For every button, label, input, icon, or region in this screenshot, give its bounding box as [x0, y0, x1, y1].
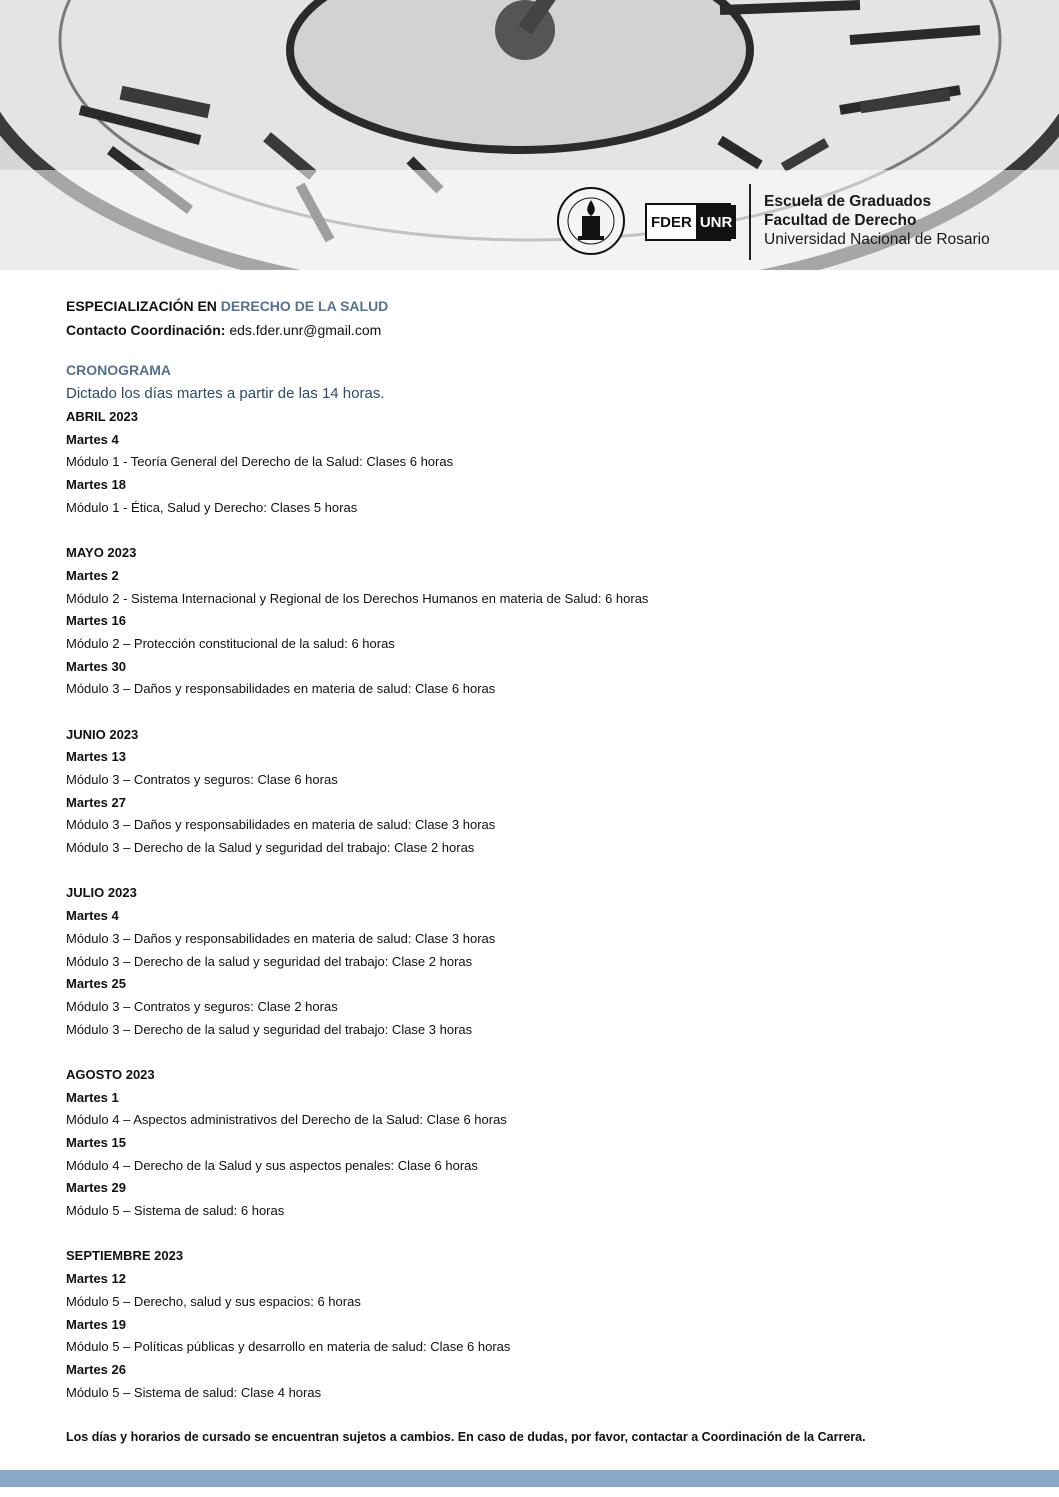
institution-name: [764, 192, 990, 249]
module-entry: Módulo 5 – Derecho, salud y sus espacios: 6 horas: [66, 1293, 361, 1309]
class-day: Martes 16: [66, 613, 126, 629]
module-entry: Módulo 3 – Derecho de la salud y seguridad del trabajo: Clase 3 horas: [66, 1021, 473, 1037]
module-entry: Módulo 2 – Protección constitucional de la salud: 6 horas: [66, 635, 395, 651]
module-entry: Módulo 3 – Daños y responsabilidades en materia de salud: Clase 3 horas: [66, 930, 496, 946]
module-entry: Módulo 1 - Ética, Salud y Derecho: Clases 5 horas: [66, 499, 358, 515]
class-day: Martes 4: [66, 431, 119, 447]
institution-line-3: Universidad Nacional de Rosario: [764, 231, 990, 248]
logo-unr-text: UNR: [696, 205, 737, 239]
contact-label: Contacto Coordinación:: [66, 322, 226, 338]
month-heading: AGOSTO 2023: [66, 1066, 155, 1082]
month-spacer: [66, 701, 1006, 724]
document-body: [66, 294, 1006, 1404]
contact-line: [66, 318, 1006, 342]
university-seal-icon: [556, 186, 626, 256]
class-day: Martes 12: [66, 1271, 126, 1287]
module-entry: Módulo 3 – Contratos y seguros: Clase 6 horas: [66, 772, 338, 787]
schedule-list: [66, 406, 1006, 1404]
class-day: Martes 18: [66, 477, 126, 493]
logo-divider: [749, 184, 751, 260]
module-entry: Módulo 3 – Daños y responsabilidades en materia de salud: Clase 6 horas: [66, 681, 496, 697]
class-day: Martes 29: [66, 1180, 126, 1196]
month-heading: ABRIL 2023: [66, 409, 139, 424]
program-name: DERECHO DE LA SALUD: [220, 298, 389, 314]
month-heading: SEPTIEMBRE 2023: [66, 1248, 184, 1264]
class-day: Martes 15: [66, 1135, 126, 1150]
class-day: Martes 13: [66, 749, 126, 765]
module-entry: Módulo 5 – Sistema de salud: 6 horas: [66, 1203, 285, 1219]
contact-email: eds.fder.unr@gmail.com: [225, 322, 382, 338]
schedule-title: CRONOGRAMA: [66, 362, 171, 378]
module-entry: Módulo 3 – Derecho de la Salud y seguridad del trabajo: Clase 2 horas: [66, 840, 475, 856]
class-day: Martes 19: [66, 1316, 126, 1332]
class-day: Martes 1: [66, 1089, 119, 1105]
institution-line-2: Facultad de Derecho: [764, 212, 917, 229]
logo-fder-text: FDER: [647, 205, 696, 239]
module-entry: Módulo 3 – Derecho de la salud y seguridad del trabajo: Clase 2 horas: [66, 953, 473, 969]
header-banner: [0, 0, 1059, 270]
month-spacer: [66, 1041, 1006, 1064]
program-title: [66, 294, 1006, 318]
month-spacer: [66, 860, 1006, 883]
schedule-subtitle: Dictado los días martes a partir de las 14 horas.: [66, 385, 385, 402]
class-day: Martes 26: [66, 1361, 126, 1377]
footer-note: Los días y horarios de cursado se encuentran sujetos a cambios. En caso de dudas, por favor, contactar a Coordinación de la Carrera.: [66, 1430, 866, 1444]
module-entry: Módulo 5 – Sistema de salud: Clase 4 horas: [66, 1384, 322, 1400]
month-spacer: [66, 519, 1006, 542]
month-heading: JUNIO 2023: [66, 726, 139, 742]
module-entry: Módulo 2 - Sistema Internacional y Regional de los Derechos Humanos en materia de Salud: 6 horas: [66, 590, 649, 606]
class-day: Martes 4: [66, 908, 119, 924]
class-day: Martes 25: [66, 976, 126, 992]
module-entry: Módulo 4 – Aspectos administrativos del Derecho de la Salud: Clase 6 horas: [66, 1112, 507, 1128]
module-entry: Módulo 3 – Contratos y seguros: Clase 2 horas: [66, 998, 338, 1014]
program-prefix: ESPECIALIZACIÓN EN: [66, 298, 221, 314]
class-day: Martes 30: [66, 658, 126, 674]
bottom-bar: [0, 1470, 1059, 1487]
module-entry: Módulo 1 - Teoría General del Derecho de la Salud: Clases 6 horas: [66, 454, 454, 470]
month-heading: JULIO 2023: [66, 885, 137, 901]
class-day: Martes 2: [66, 567, 119, 583]
module-entry: Módulo 5 – Políticas públicas y desarrollo en materia de salud: Clase 6 horas: [66, 1339, 511, 1355]
fder-unr-logo: [645, 203, 731, 241]
module-entry: Módulo 3 – Daños y responsabilidades en materia de salud: Clase 3 horas: [66, 817, 496, 833]
class-day: Martes 27: [66, 794, 126, 810]
module-entry: Módulo 4 – Derecho de la Salud y sus aspectos penales: Clase 6 horas: [66, 1157, 478, 1173]
month-heading: MAYO 2023: [66, 545, 137, 561]
month-spacer: [66, 1223, 1006, 1246]
institution-line-1: Escuela de Graduados: [764, 193, 932, 210]
